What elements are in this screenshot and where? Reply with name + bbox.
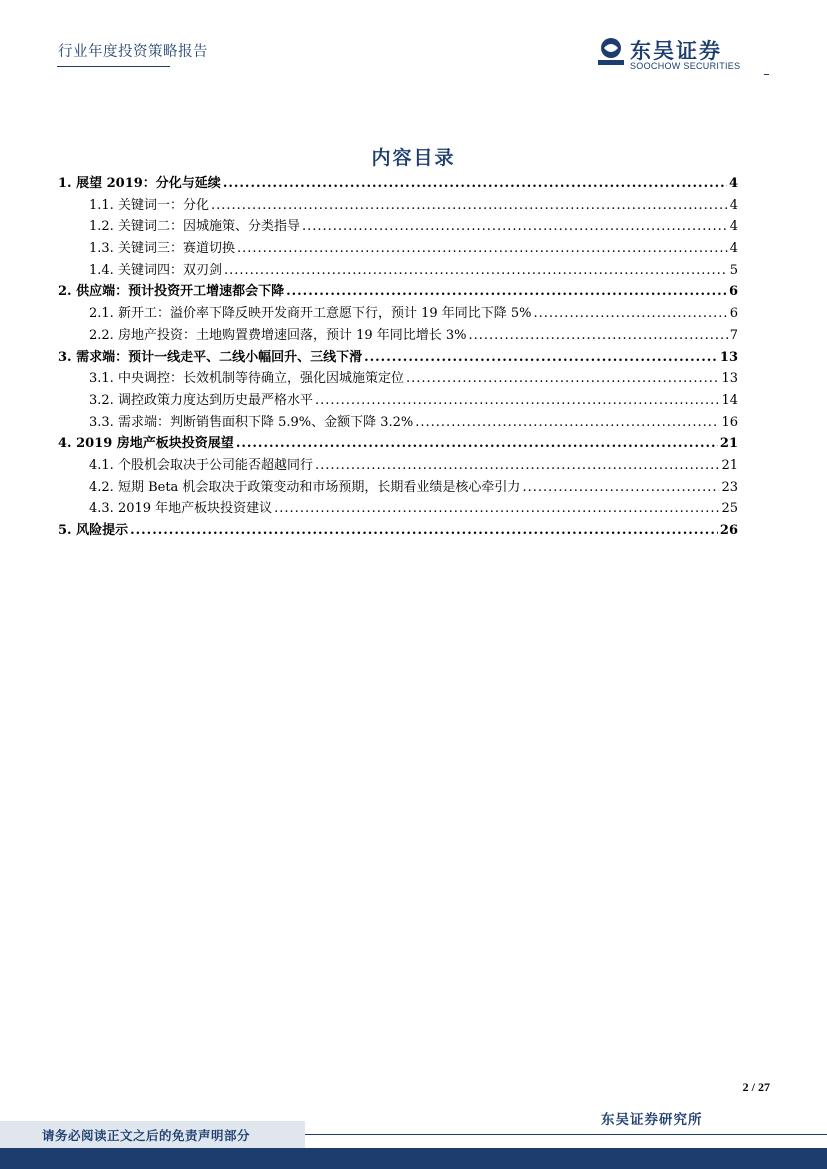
toc-page-number: 6	[728, 284, 738, 300]
toc-page-number: 23	[721, 479, 738, 495]
toc-section-row[interactable]	[58, 280, 738, 302]
toc-entry-text: 1.4. 关键词四：双刃剑	[89, 262, 222, 278]
table-of-contents	[58, 172, 738, 541]
toc-entry-text: 1.1. 关键词一：分化	[89, 197, 209, 213]
toc-dot-leader	[364, 350, 718, 365]
toc-page-number: 6	[729, 306, 738, 322]
toc-dot-leader	[286, 284, 727, 299]
toc-dot-leader	[522, 480, 719, 495]
toc-entry-text: 3. 需求端：预计一线走平、二线小幅回升、三线下滑	[58, 349, 363, 365]
toc-dot-leader	[236, 436, 718, 451]
toc-dot-leader	[302, 219, 728, 234]
footer-notice-block	[0, 1121, 305, 1148]
toc-section-row[interactable]	[58, 172, 738, 194]
toc-entry-text: 2.1. 新开工：溢价率下降反映开发商开工意愿下行，预计 19 年同比下降 5%	[89, 306, 532, 322]
toc-dot-leader	[237, 241, 728, 256]
toc-entry-text: 3.1. 中央调控：长效机制等待确立，强化因城施策定位	[89, 371, 404, 387]
toc-page-number: 14	[721, 392, 738, 408]
toc-page-number: 21	[719, 436, 738, 452]
toc-page-number: 4	[729, 241, 738, 257]
toc-entry-text: 4.1. 个股机会取决于公司能否超越同行	[89, 457, 313, 473]
toc-page-number: 7	[729, 327, 738, 343]
page-number: 2 / 27	[742, 1080, 770, 1094]
toc-dot-leader	[211, 198, 728, 213]
toc-section-row[interactable]	[58, 519, 738, 541]
toc-page-number: 25	[721, 501, 738, 517]
toc-page-number: 4	[728, 176, 738, 191]
logo-english-name: SOOCHOW SECURITIES	[630, 61, 741, 71]
toc-entry-text: 4.2. 短期 Beta 机会取决于政策变动和市场预期，长期看业绩是核心牵引力	[89, 479, 521, 495]
footer-organization: 东吴证券研究所	[601, 1112, 703, 1128]
toc-page-number: 4	[729, 197, 738, 213]
toc-subsection-row[interactable]	[58, 411, 738, 433]
toc-subsection-row[interactable]	[58, 454, 738, 476]
toc-entry-text: 1. 展望 2019：分化与延续	[58, 176, 221, 191]
toc-page-number: 16	[721, 414, 738, 430]
toc-dot-leader	[415, 415, 719, 430]
toc-dot-leader	[534, 306, 728, 321]
toc-subsection-row[interactable]	[58, 215, 738, 237]
toc-subsection-row[interactable]	[58, 259, 738, 281]
toc-dot-leader	[130, 523, 718, 538]
header-underline	[57, 66, 170, 67]
disclaimer-notice: 请务必阅读正文之后的免责声明部分	[42, 1128, 251, 1143]
toc-page-number: 5	[729, 262, 738, 278]
toc-entry-text: 1.2. 关键词二：因城施策、分类指导	[89, 219, 300, 235]
toc-subsection-row[interactable]	[58, 497, 738, 519]
toc-entry-text: 2.2. 房地产投资：土地购置费增速回落，预计 19 年同比增长 3%	[89, 327, 467, 343]
toc-dot-leader	[406, 371, 720, 386]
toc-subsection-row[interactable]	[58, 302, 738, 324]
toc-dot-leader	[469, 328, 728, 343]
toc-page-number: 26	[719, 523, 738, 538]
footer-stripe	[0, 1148, 827, 1169]
toc-entry-text: 4. 2019 房地产板块投资展望	[58, 436, 234, 452]
company-logo	[596, 36, 766, 76]
toc-entry-text: 2. 供应端：预计投资开工增速都会下降	[58, 284, 285, 300]
toc-title: 内容目录	[371, 147, 456, 169]
toc-dot-leader	[315, 458, 720, 473]
report-type-label: 行业年度投资策略报告	[58, 44, 208, 60]
toc-subsection-row[interactable]	[58, 476, 738, 498]
logo-chinese-name: 东吴证券	[630, 39, 722, 63]
toc-subsection-row[interactable]	[58, 324, 738, 346]
toc-page-number: 21	[721, 457, 738, 473]
logo-mark-icon	[596, 36, 626, 66]
toc-subsection-row[interactable]	[58, 367, 738, 389]
toc-page-number: 13	[719, 349, 738, 365]
toc-entry-text: 3.2. 调控政策力度达到历史最严格水平	[89, 392, 313, 408]
toc-entry-text: 4.3. 2019 年地产板块投资建议	[89, 501, 273, 517]
toc-page-number: 4	[729, 219, 738, 235]
toc-subsection-row[interactable]	[58, 389, 738, 411]
toc-dot-leader	[315, 393, 720, 408]
footer-bar	[0, 1112, 827, 1148]
toc-dot-leader	[274, 501, 719, 516]
toc-page-number: 13	[721, 371, 738, 387]
toc-subsection-row[interactable]	[58, 194, 738, 216]
toc-entry-text: 3.3. 需求端：判断销售面积下降 5.9%、金额下降 3.2%	[89, 414, 414, 430]
toc-dot-leader	[224, 263, 728, 278]
toc-section-row[interactable]	[58, 346, 738, 368]
toc-section-row[interactable]	[58, 432, 738, 454]
toc-subsection-row[interactable]	[58, 237, 738, 259]
toc-dot-leader	[223, 176, 727, 191]
header-tick-mark	[764, 74, 769, 75]
toc-entry-text: 1.3. 关键词三：赛道切换	[89, 241, 235, 257]
toc-entry-text: 5. 风险提示	[58, 523, 129, 538]
